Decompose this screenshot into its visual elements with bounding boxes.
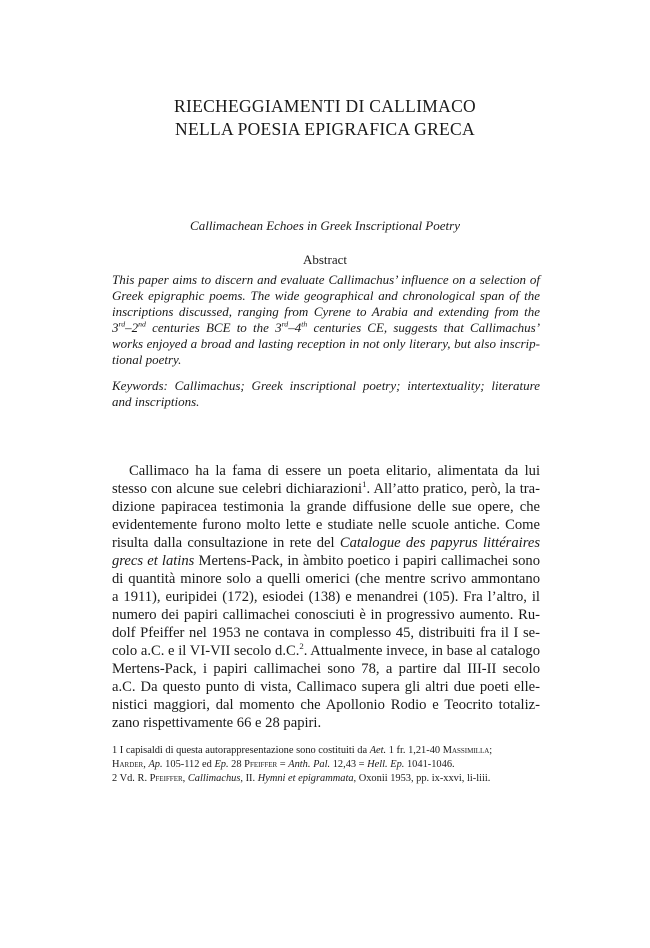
abstract-line: inscriptions discussed, ranging from Cyrene to Arabia and extending from the [112,304,540,319]
body-line: dizione papiracea testimonia la grande diffusione delle sue opere, che [112,499,540,515]
keywords-line: Keywords: Callimachus; Greek inscriptional poetry; intertextuality; literature [112,378,540,393]
english-subtitle: Callimachean Echoes in Greek Inscriptional Poetry [190,218,460,233]
article-title-line-2: NELLA POESIA EPIGRAFICA GRECA [175,119,475,139]
abstract-line: 3rd–2nd centuries BCE to the 3rd–4th centuries CE, suggests that Callimachus’ [112,319,541,335]
body-line: dolf Pfeiffer nel 1953 ne contava in complesso 45, distribuiti fra il I se- [112,625,540,641]
body-line: Mertens-Pack, i papiri callimachei sono 78, a partire dal III-II secolo [112,661,540,677]
footnote-1: 1 I capisaldi di questa autorappresentazione sono costituiti da Aet. 1 fr. 1,21-40 Massimilla; [112,745,493,756]
abstract-line: works enjoyed a broad and lasting reception in not only literary, but also inscrip- [112,336,540,351]
keywords-line: and inscriptions. [112,394,200,409]
footnote-ref: 1 [362,479,367,490]
abstract-line: Greek epigraphic poems. The wide geographical and chronological span of the [112,288,540,303]
body-line: di quantità minore solo a quelli omerici (che mentre scrivo ammontano [112,571,540,587]
body-line: a 1911), euripidei (172), esiodei (138) e menandrei (105). Fra l’altro, il [112,589,540,605]
body-line: zano rispettivamente 66 e 28 papiri. [112,715,322,731]
abstract-heading: Abstract [302,252,348,267]
article-title-line-1: RIECHEGGIAMENTI DI CALLIMACO [174,96,476,116]
body-line: Callimaco ha la fama di essere un poeta elitario, alimentata da lui [129,463,540,479]
footnote-1-cont: Harder, Ap. 105-112 ed Ep. 28 Pfeiffer = Anth. Pal. 12,43 = Hell. Ep. 1041-1046. [112,759,455,770]
body-line: grecs et latins Mertens-Pack, in àmbito poetico i papiri callimachei sono [112,553,540,569]
footnote-2: 2 Vd. R. Pfeiffer, Callimachus, II. Hymni et epigrammata, Oxonii 1953, pp. ix-xxvi, li-liii. [112,773,491,784]
body-line: risulta dalla consultazione in rete del Catalogue des papyrus littéraires [112,535,541,551]
body-line: stesso con alcune sue celebri dichiarazioni$^1$. All’atto pratico, però, la tra- [112,479,540,497]
body-line: colo a.C. e il VI-VII secolo d.C.$^2$. Attualmente invece, in base al catalogo [112,641,540,659]
body-line: numero dei papiri callimachei conosciuti è in progressivo aumento. Ru- [112,607,540,623]
body-line: evidentemente furono molto lette e studiate nelle scuole antiche. Come [112,517,540,533]
body-line: a.C. Da questo punto di vista, Callimaco supera gli altri due poeti elle- [112,679,540,695]
abstract-line: This paper aims to discern and evaluate Callimachus’ influence on a selection of [112,272,540,287]
abstract-line: tional poetry. [112,352,182,367]
footnote-ref: 2 [299,641,304,652]
body-line: nistici maggiori, dal momento che Apollonio Rodio e Teocrito totaliz- [112,697,540,713]
